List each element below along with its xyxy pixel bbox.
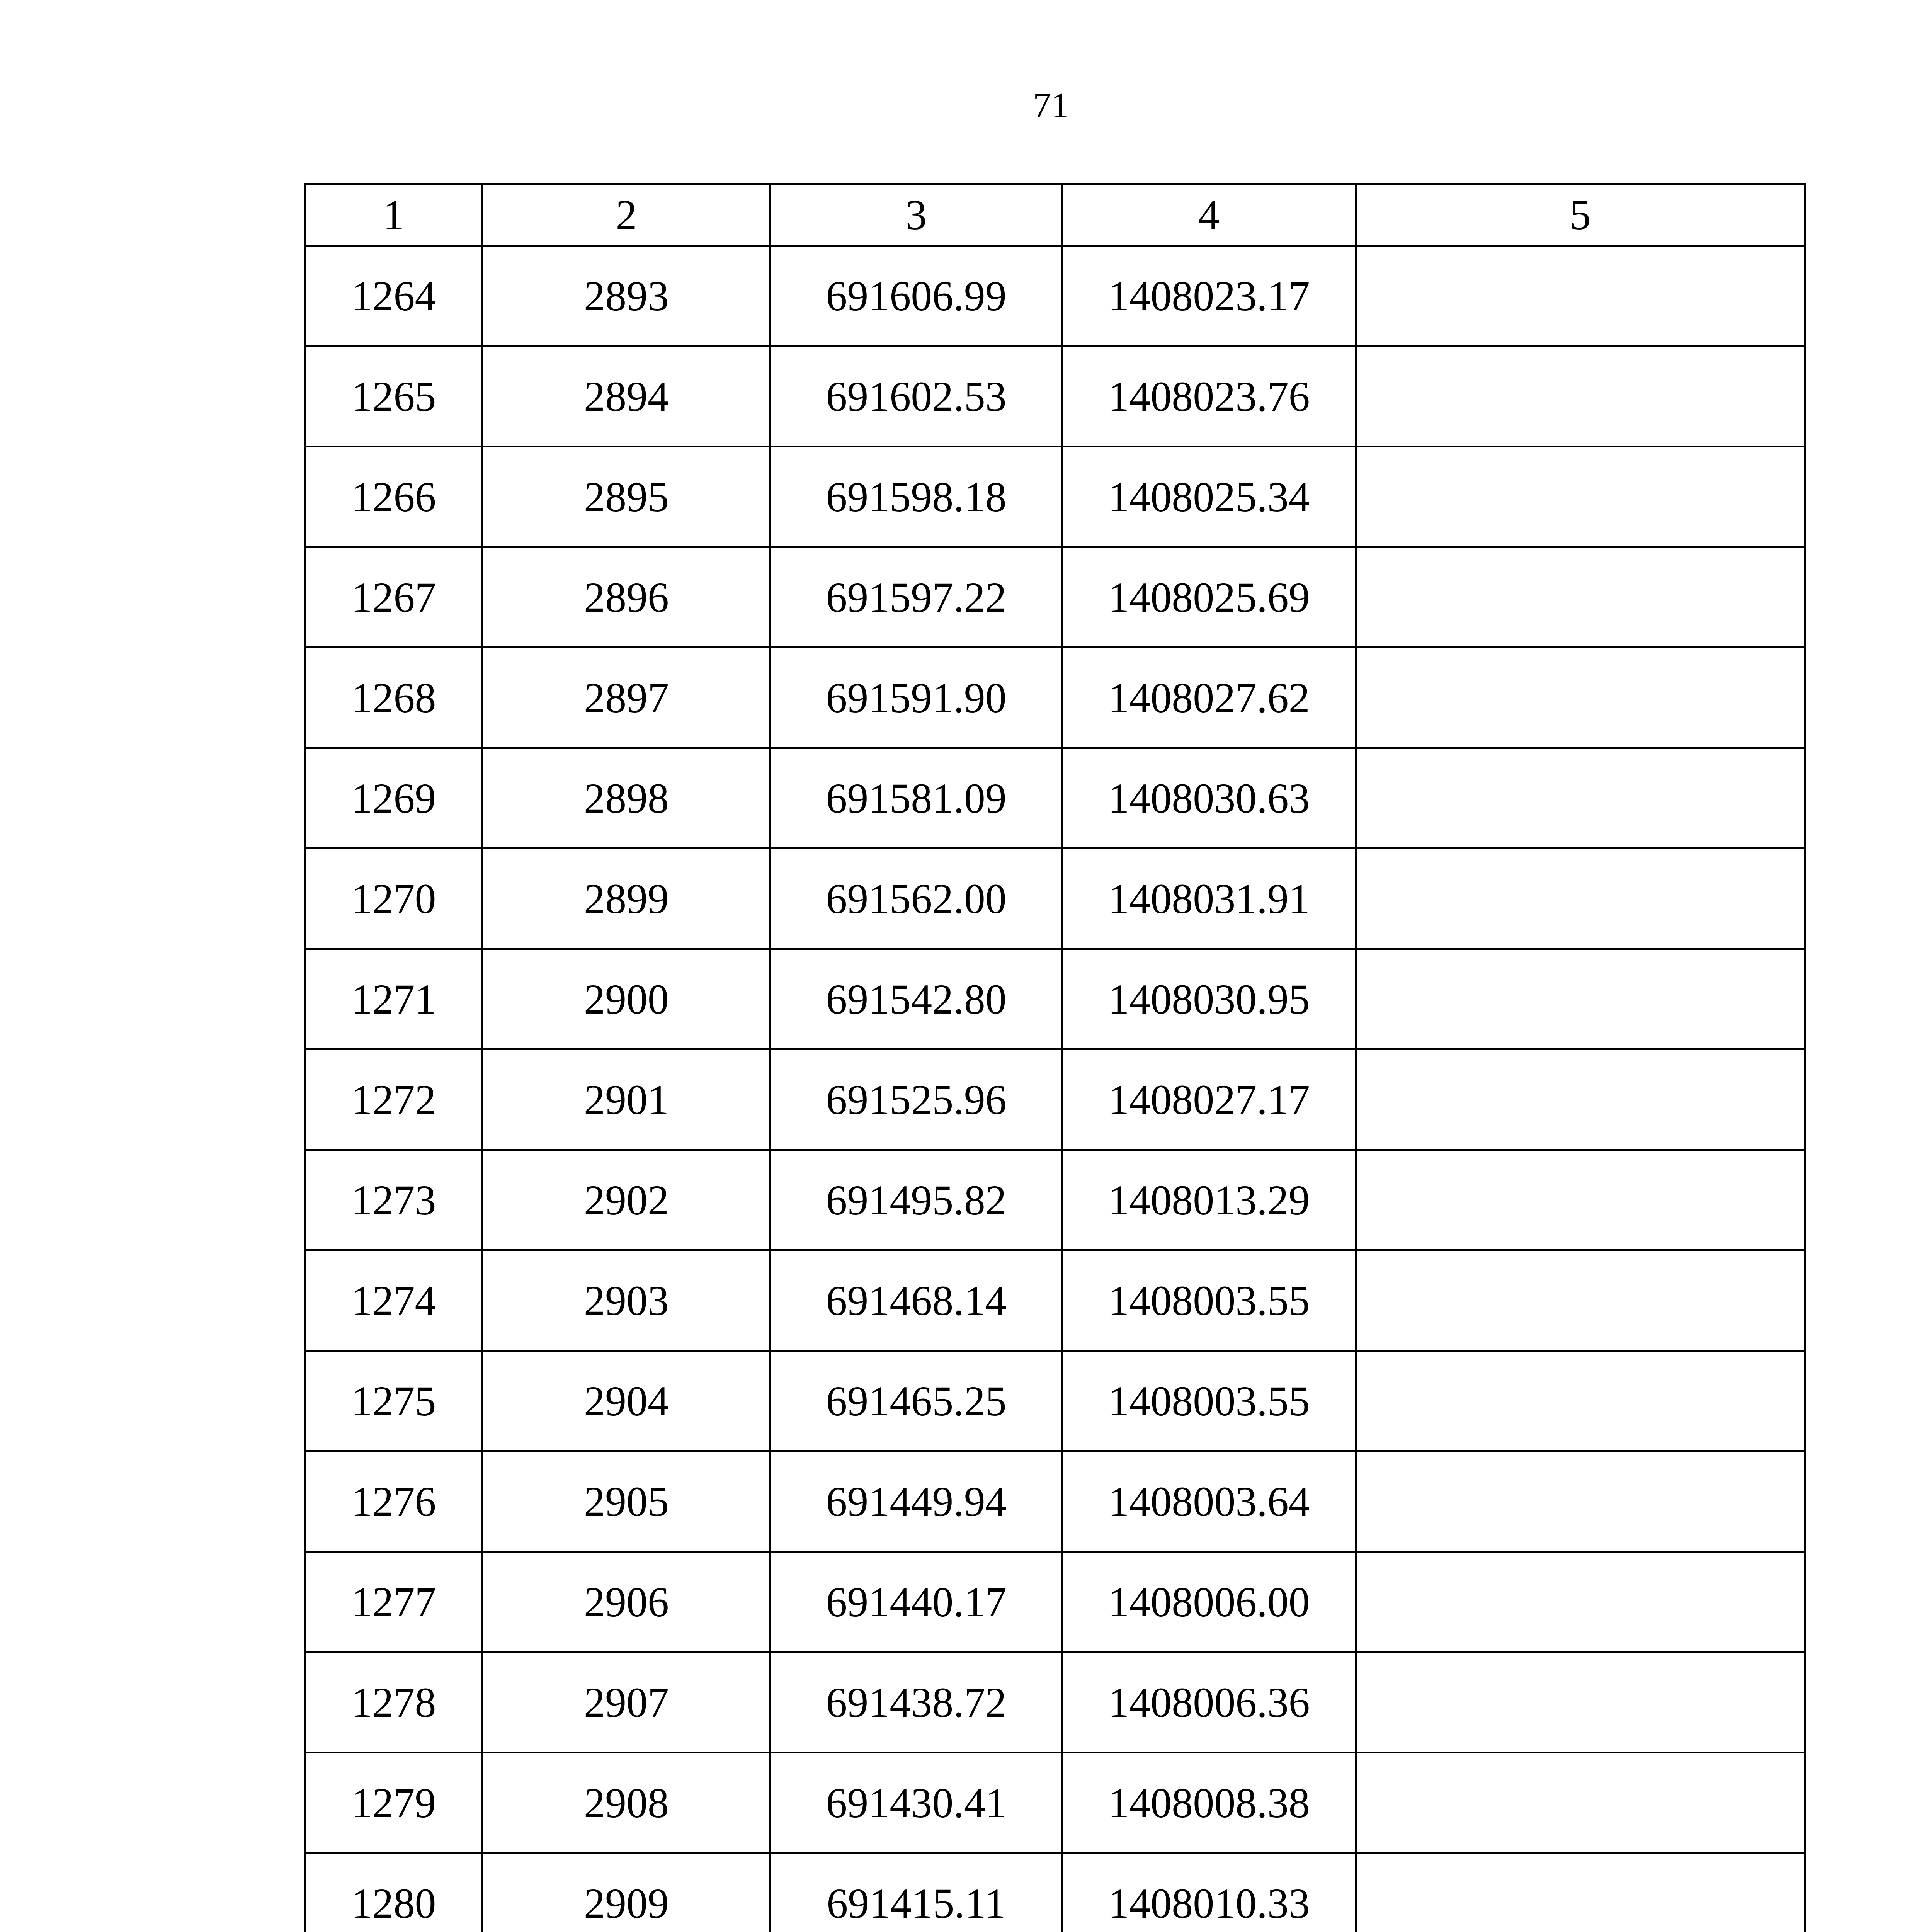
table-cell: [1356, 849, 1805, 949]
table-cell: [1356, 1853, 1805, 1932]
table-cell: 2906: [483, 1552, 771, 1652]
table-cell: 691591.90: [771, 648, 1062, 748]
table-cell: 1408030.63: [1062, 748, 1356, 849]
table-cell: 691598.18: [771, 447, 1062, 547]
table-cell: [1356, 1049, 1805, 1150]
table-cell: 2896: [483, 547, 771, 648]
table-row: [305, 1451, 1805, 1552]
table-cell: 691597.22: [771, 547, 1062, 648]
table-cell: [1356, 1250, 1805, 1351]
table-cell: 2905: [483, 1451, 771, 1552]
table-cell: 2898: [483, 748, 771, 849]
table-cell: 1278: [305, 1652, 483, 1753]
table-cell: [1356, 447, 1805, 547]
table-cell: 2909: [483, 1853, 771, 1932]
table-cell: 691468.14: [771, 1250, 1062, 1351]
table-cell: 1408003.55: [1062, 1250, 1356, 1351]
table-cell: [1356, 246, 1805, 346]
column-header: 4: [1062, 184, 1356, 246]
table-row: [305, 246, 1805, 346]
table-cell: 691581.09: [771, 748, 1062, 849]
table-cell: [1356, 748, 1805, 849]
table-row: [305, 849, 1805, 949]
table-cell: 2902: [483, 1150, 771, 1250]
table-cell: 1279: [305, 1753, 483, 1853]
table-cell: 1408025.69: [1062, 547, 1356, 648]
page-number: 71: [1033, 85, 1069, 126]
table-cell: 691440.17: [771, 1552, 1062, 1652]
table-cell: 1280: [305, 1853, 483, 1932]
table-cell: 691438.72: [771, 1652, 1062, 1753]
table-cell: 2893: [483, 246, 771, 346]
table-row: [305, 346, 1805, 447]
table-cell: 1408003.64: [1062, 1451, 1356, 1552]
table-cell: 1271: [305, 949, 483, 1049]
table-row: [305, 949, 1805, 1049]
table-cell: 1277: [305, 1552, 483, 1652]
table-cell: 691449.94: [771, 1451, 1062, 1552]
table-cell: 1408006.36: [1062, 1652, 1356, 1753]
table-cell: 1272: [305, 1049, 483, 1150]
table-cell: 1264: [305, 246, 483, 346]
coordinates-table: [304, 183, 1806, 1932]
column-header: 5: [1356, 184, 1805, 246]
table-cell: 1270: [305, 849, 483, 949]
table-cell: 1408006.00: [1062, 1552, 1356, 1652]
table-cell: 1408025.34: [1062, 447, 1356, 547]
table-cell: 1408010.33: [1062, 1853, 1356, 1932]
table-cell: [1356, 1150, 1805, 1250]
table-cell: [1356, 1351, 1805, 1451]
table-cell: 1408031.91: [1062, 849, 1356, 949]
table-cell: 1268: [305, 648, 483, 748]
table-cell: 1408027.62: [1062, 648, 1356, 748]
table-header-row: [305, 184, 1805, 246]
table-cell: 2904: [483, 1351, 771, 1451]
table-cell: 1408008.38: [1062, 1753, 1356, 1853]
table-cell: 691495.82: [771, 1150, 1062, 1250]
table-cell: 691606.99: [771, 246, 1062, 346]
table-cell: 1275: [305, 1351, 483, 1451]
column-header: 3: [771, 184, 1062, 246]
column-header: 1: [305, 184, 483, 246]
table-cell: 691465.25: [771, 1351, 1062, 1451]
table-cell: 1408003.55: [1062, 1351, 1356, 1451]
table-row: [305, 748, 1805, 849]
table-cell: [1356, 1552, 1805, 1652]
table-cell: 1408030.95: [1062, 949, 1356, 1049]
table-row: [305, 1150, 1805, 1250]
table-row: [305, 1652, 1805, 1753]
table-cell: 2903: [483, 1250, 771, 1351]
table-cell: 1269: [305, 748, 483, 849]
table-cell: [1356, 1451, 1805, 1552]
table-cell: 1408023.76: [1062, 346, 1356, 447]
table-cell: 2900: [483, 949, 771, 1049]
table-cell: [1356, 547, 1805, 648]
table-cell: 1408013.29: [1062, 1150, 1356, 1250]
table-cell: 1276: [305, 1451, 483, 1552]
table-row: [305, 1250, 1805, 1351]
table-row: [305, 1853, 1805, 1932]
table-cell: 1266: [305, 447, 483, 547]
table-cell: [1356, 949, 1805, 1049]
table-cell: 1408023.17: [1062, 246, 1356, 346]
table-cell: [1356, 346, 1805, 447]
table-cell: 2907: [483, 1652, 771, 1753]
table-row: [305, 1049, 1805, 1150]
table-cell: 1267: [305, 547, 483, 648]
table-cell: 691602.53: [771, 346, 1062, 447]
table-cell: 2901: [483, 1049, 771, 1150]
table-row: [305, 1552, 1805, 1652]
table-row: [305, 447, 1805, 547]
table-cell: 1265: [305, 346, 483, 447]
column-header: 2: [483, 184, 771, 246]
table-cell: [1356, 1753, 1805, 1853]
table-cell: 2908: [483, 1753, 771, 1853]
table-row: [305, 648, 1805, 748]
table-cell: 1273: [305, 1150, 483, 1250]
table-cell: [1356, 1652, 1805, 1753]
table-cell: 1408027.17: [1062, 1049, 1356, 1150]
table-cell: 691415.11: [771, 1853, 1062, 1932]
table-cell: 2894: [483, 346, 771, 447]
table-cell: 2897: [483, 648, 771, 748]
table-row: [305, 547, 1805, 648]
table-cell: 691562.00: [771, 849, 1062, 949]
table-cell: 691430.41: [771, 1753, 1062, 1853]
table-cell: 691525.96: [771, 1049, 1062, 1150]
table-cell: 1274: [305, 1250, 483, 1351]
table-cell: 691542.80: [771, 949, 1062, 1049]
table-row: [305, 1753, 1805, 1853]
table-row: [305, 1351, 1805, 1451]
table-cell: [1356, 648, 1805, 748]
table-cell: 2899: [483, 849, 771, 949]
table-cell: 2895: [483, 447, 771, 547]
